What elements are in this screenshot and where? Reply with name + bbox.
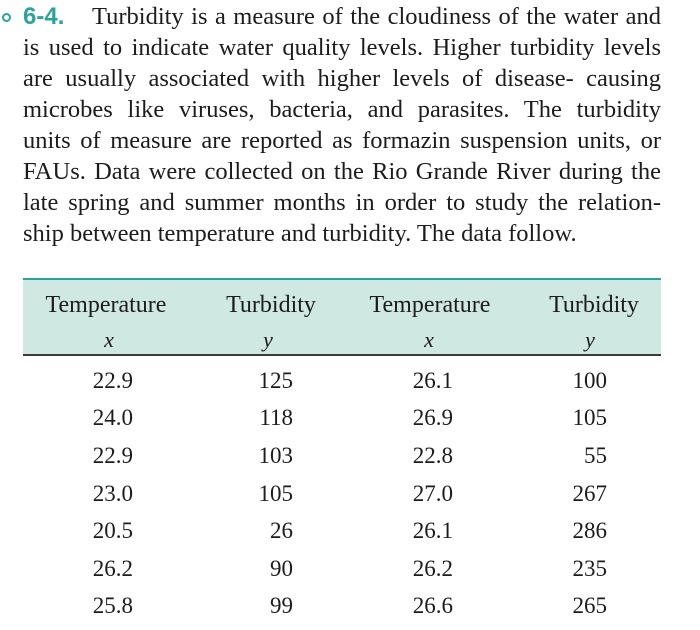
problem-text-line: is used to indicate water quality levels. Higher turbidity levels [23,34,661,61]
bullet-circle-icon [2,13,11,22]
table-cell: 105 [572,405,607,430]
table-cell: 265 [572,593,607,618]
table-cell: 20.5 [92,518,133,543]
problem-text-line: ship between temperature and turbidity. The data follow. [23,220,577,247]
table-cell: 25.8 [92,593,133,618]
table-cell: 26.9 [412,405,453,430]
table-cell: 22.8 [412,443,453,468]
problem-text-line: microbes like viruses, bacteria, and parasites. The turbidity [23,96,661,123]
column-variable-y: y [263,327,273,352]
table-cell: 103 [258,443,293,468]
table-cell: 90 [270,556,293,581]
problem-text-line: late spring and summer months in order to study the relation- [23,189,661,216]
problem-text-line: are usually associated with higher levels of disease- causing [23,65,661,92]
table-cell: 267 [572,481,607,506]
table-cell: 23.0 [92,481,133,506]
table-cell: 55 [584,443,607,468]
problem-text-line: FAUs. Data were collected on the Rio Grande River during the [23,158,661,185]
table-cell: 105 [258,481,293,506]
table-cell: 26 [270,518,293,543]
table-cell: 26.2 [412,556,453,581]
table-cell: 27.0 [412,481,453,506]
table-cell: 24.0 [92,405,133,430]
table-cell: 235 [572,556,607,581]
problem-number: 6-4. [23,3,65,30]
table-cell: 22.9 [92,443,133,468]
problem-text-line: units of measure are reported as formazin suspension units, or [23,127,661,154]
table-cell: 118 [259,405,293,430]
column-header-turbidity: Turbidity [549,292,639,318]
table-cell: 26.1 [412,518,453,543]
table-cell: 26.2 [92,556,133,581]
table-cell: 286 [572,518,607,543]
table-header-rule [23,354,661,356]
table-cell: 22.9 [92,368,133,393]
table-cell: 26.1 [412,368,453,393]
problem-text-line: Turbidity is a measure of the cloudiness of the water and [92,3,661,30]
table-cell: 125 [258,368,293,393]
table-cell: 26.6 [412,593,453,618]
table-cell: 99 [270,593,293,618]
column-variable-x: x [104,327,114,352]
column-variable-y: y [585,327,595,352]
column-variable-x: x [424,327,434,352]
table-cell: 100 [572,368,607,393]
column-header-turbidity: Turbidity [226,292,316,318]
column-header-temperature: Temperature [369,292,491,318]
column-header-temperature: Temperature [45,292,167,318]
